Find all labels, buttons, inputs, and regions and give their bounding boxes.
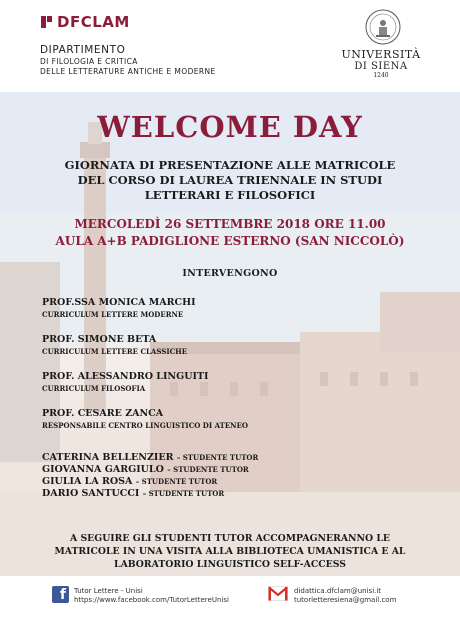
footer <box>0 576 460 626</box>
event-subtitle <box>0 158 460 203</box>
university-line-1: UNIVERSITÀ <box>341 48 421 61</box>
gmail-icon <box>268 586 288 601</box>
subtitle-line-2: DEL CORSO DI LAUREA TRIENNALE IN STUDI <box>77 173 383 187</box>
speaker-item <box>42 371 208 393</box>
tutor-role: – STUDENTE TUTOR <box>167 465 249 474</box>
speaker-role: CURRICULUM LETTERE CLASSICHE <box>42 347 188 356</box>
tutor-role: – STUDENTE TUTOR <box>142 489 225 498</box>
tutor-item <box>42 464 258 476</box>
poster-body <box>0 92 460 576</box>
tutor-item <box>42 452 258 464</box>
dfclam-logo <box>40 12 150 38</box>
facebook-page-url[interactable]: https://www.facebook.com/TutorLettereUnisi <box>74 596 229 604</box>
event-place: AULA A+B PADIGLIONE ESTERNO (SAN NICCOLÒ) <box>55 234 405 248</box>
dfclam-mark-icon <box>40 14 54 30</box>
speaker-name: PROF.SSA MONICA MARCHI <box>42 297 196 308</box>
tutor-role: – STUDENTE TUTOR <box>135 477 218 486</box>
closing-line-1: A SEGUIRE GLI STUDENTI TUTOR ACCOMPAGNERANNO LE <box>70 533 390 544</box>
subtitle-line-1: GIORNATA DI PRESENTAZIONE ALLE MATRICOLE <box>64 158 396 172</box>
email-address-1[interactable]: didattica.dfclam@unisi.it <box>294 587 382 595</box>
speaker-item <box>42 408 248 430</box>
tutor-name: DARIO SANTUCCI <box>42 488 140 499</box>
university-name <box>336 48 426 79</box>
speaker-name: PROF. ALESSANDRO LINGUITI <box>42 371 209 382</box>
speakers-heading: INTERVENGONO <box>182 268 278 279</box>
speaker-name: PROF. CESARE ZANCA <box>42 408 164 419</box>
speaker-name: PROF. SIMONE BETA <box>42 334 157 345</box>
event-title: WELCOME DAY <box>97 110 363 144</box>
speaker-item <box>42 334 187 356</box>
closing-line-2: MATRICOLE IN UNA VISITA ALLA BIBLIOTECA UMANISTICA E AL <box>54 546 406 557</box>
email-contact[interactable] <box>294 587 396 605</box>
header <box>0 0 460 92</box>
tutor-list <box>42 452 258 500</box>
event-date: MERCOLEDÌ 26 SETTEMBRE 2018 ORE 11.00 <box>74 217 386 231</box>
department-line-1: DIPARTIMENTO <box>40 44 126 56</box>
tutor-item <box>42 488 258 500</box>
university-founding-year: 1240 <box>373 72 389 79</box>
tutor-name: GIULIA LA ROSA <box>42 476 133 487</box>
university-seal-icon <box>364 8 402 46</box>
facebook-page-name: Tutor Lettere - Unisi <box>74 587 143 595</box>
poster-content <box>0 92 460 576</box>
tutor-role: – STUDENTE TUTOR <box>176 453 259 462</box>
speaker-item <box>42 297 196 319</box>
speaker-role: CURRICULUM FILOSOFIA <box>42 384 146 393</box>
tutor-item <box>42 476 258 488</box>
department-line-3: DELLE LETTERATURE ANTICHE E MODERNE <box>40 67 216 76</box>
speaker-role: RESPONSABILE CENTRO LINGUISTICO DI ATENEO <box>42 421 249 430</box>
facebook-icon: f <box>52 586 69 603</box>
closing-note <box>0 532 460 571</box>
facebook-contact[interactable] <box>74 587 229 605</box>
email-address-2[interactable]: tutorletteresiena@gmail.com <box>294 596 397 604</box>
tutor-name: CATERINA BELLENZIER <box>42 452 174 463</box>
closing-line-3: LABORATORIO LINGUISTICO SELF-ACCESS <box>114 559 346 570</box>
department-name <box>40 44 216 76</box>
university-line-2: DI SIENA <box>354 61 408 72</box>
tutor-name: GIOVANNA GARGIULO <box>42 464 164 475</box>
event-when-where <box>0 216 460 250</box>
dfclam-text: DFCLAM <box>57 13 130 31</box>
speaker-role: CURRICULUM LETTERE MODERNE <box>42 310 184 319</box>
department-line-2: DI FILOLOGIA E CRITICA <box>40 57 138 66</box>
subtitle-line-3: LETTERARI E FILOSOFICI <box>144 188 316 202</box>
